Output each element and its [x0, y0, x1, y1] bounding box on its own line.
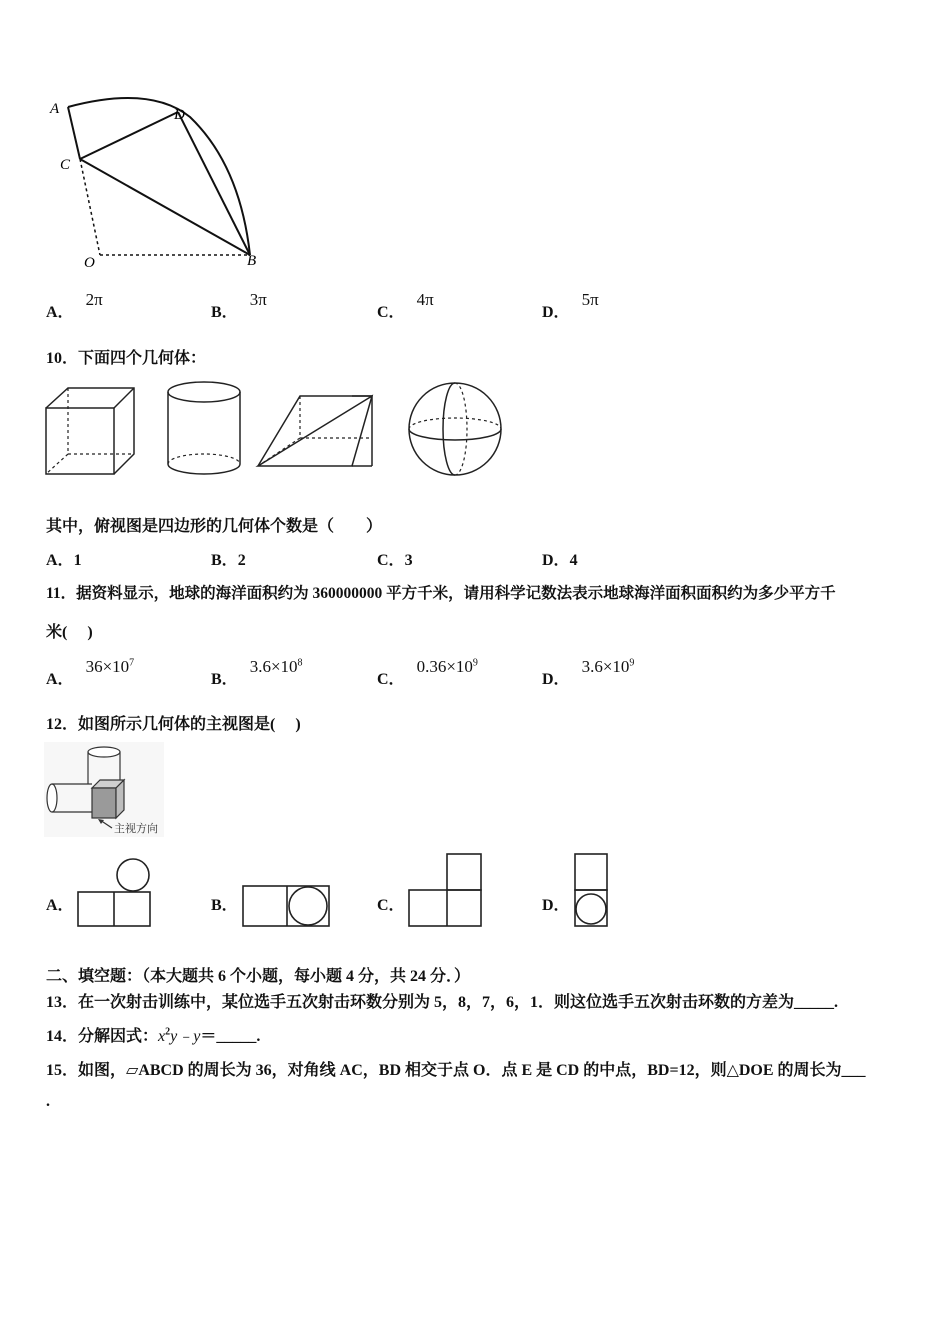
sector-figure — [40, 95, 280, 275]
exponent: 8 — [297, 657, 303, 669]
q11-option-c[interactable] — [377, 654, 478, 688]
point-label-C: C — [60, 157, 71, 173]
option-label: D． — [542, 552, 570, 569]
section-heading: 二、填空题：（本大题共 6 个小题，每小题 4 分，共 24 分．） — [46, 968, 471, 985]
q12-option-d-view[interactable] — [573, 852, 611, 928]
option-label: D． — [542, 671, 570, 688]
q10-question: 其中，俯视图是四边形的几何体个数是（ ） — [46, 518, 383, 535]
segment-AC — [68, 107, 80, 159]
q12-option-a-label[interactable]: A． — [46, 897, 74, 914]
q12-option-d-label[interactable]: D． — [542, 897, 570, 914]
option-label: C． — [377, 304, 405, 321]
times-ten: ×10 — [270, 657, 298, 676]
segment-CD — [80, 112, 178, 159]
q14-prefix: 14．分解因式： — [46, 1028, 159, 1045]
q10-stem: 10．下面四个几何体： — [46, 350, 207, 367]
prism-icon — [256, 392, 376, 472]
parallelogram-icon: ▱ — [126, 1060, 139, 1079]
q12-option-c-label[interactable]: C． — [377, 897, 405, 914]
sphere-icon — [405, 379, 505, 479]
option-value: 4π — [416, 290, 434, 309]
point-label-O: O — [84, 255, 95, 271]
option-value: 3 — [404, 552, 413, 569]
q13-text: 13．在一次射击训练中，某位选手五次射击环数分别为 5，8，7，6，1．则这位选手五次射击环数的方差为_____. — [46, 994, 839, 1011]
option-value: 2π — [85, 290, 103, 309]
q10-option-a[interactable] — [46, 547, 82, 570]
option-label: A． — [46, 304, 74, 321]
point-label-A: A — [50, 101, 60, 117]
q15-prefix: 15．如图， — [46, 1062, 127, 1079]
mantissa: 3.6 — [581, 657, 603, 676]
q11-option-a[interactable] — [46, 654, 135, 688]
q14-exp: 2 — [165, 1026, 171, 1038]
option-value: 3π — [249, 290, 267, 309]
q14-text — [46, 1023, 260, 1046]
q12-option-b-view[interactable] — [242, 884, 332, 928]
option-label: C． — [377, 552, 405, 569]
option-label: A． — [46, 671, 74, 688]
q12-option-b-label[interactable]: B． — [211, 897, 238, 914]
q14-suffix: ＝_____. — [200, 1028, 261, 1045]
q10-option-b[interactable] — [211, 547, 246, 570]
q15-body: ABCD 的周长为 36，对角线 AC，BD 相交于点 O．点 E 是 CD 的中点，BD=12，则△DOE 的周长为___ — [138, 1062, 866, 1079]
q10-option-c[interactable] — [377, 547, 413, 570]
times-ten: ×10 — [446, 657, 473, 676]
segment-CB — [80, 159, 250, 255]
mantissa: 3.6 — [249, 657, 271, 676]
cube-icon — [44, 386, 136, 478]
composite-solid-figure — [44, 742, 169, 837]
q9-option-b[interactable] — [211, 287, 267, 321]
times-ten: ×10 — [602, 657, 630, 676]
mantissa: 36 — [85, 657, 103, 676]
exponent: 9 — [629, 657, 635, 669]
q11-option-d[interactable] — [542, 654, 635, 688]
option-value: 2 — [237, 552, 246, 569]
q11-stem-line2: 米( ) — [46, 624, 93, 641]
exponent: 9 — [472, 657, 478, 669]
option-label: A． — [46, 552, 74, 569]
point-label-B: B — [247, 253, 257, 269]
direction-label: 主视方向 — [114, 822, 158, 835]
q11-stem-line1: 11．据资料显示，地球的海洋面积约为 360000000 平方千米，请用科学记数法表示地球海洋面积面积约为多少平方千 — [46, 585, 836, 602]
times-ten: ×10 — [102, 657, 130, 676]
q15-text — [46, 1057, 866, 1080]
option-label: C． — [377, 671, 405, 688]
option-label: D． — [542, 304, 570, 321]
cylinder-icon — [164, 380, 244, 478]
option-value: 4 — [569, 552, 578, 569]
q12-stem: 12．如图所示几何体的主视图是( ) — [46, 716, 301, 733]
segment-OC — [80, 159, 100, 255]
option-value: 1 — [73, 552, 82, 569]
q9-option-a[interactable] — [46, 287, 103, 321]
q11-option-b[interactable] — [211, 654, 303, 688]
mantissa: 0.36 — [416, 657, 447, 676]
q14-x: x — [158, 1028, 166, 1045]
q14-rest: y﹣y — [170, 1028, 201, 1045]
point-label-D: D — [174, 107, 185, 123]
q12-option-a-view[interactable] — [77, 858, 153, 928]
exponent: 7 — [129, 657, 135, 669]
q12-option-c-view[interactable] — [407, 852, 485, 928]
option-label: B． — [211, 304, 238, 321]
option-value: 5π — [581, 290, 599, 309]
q10-option-d[interactable] — [542, 547, 578, 570]
option-label: B． — [211, 671, 238, 688]
q9-option-d[interactable] — [542, 287, 599, 321]
option-label: B． — [211, 552, 238, 569]
q15-tail: . — [46, 1093, 50, 1110]
q9-option-c[interactable] — [377, 287, 434, 321]
